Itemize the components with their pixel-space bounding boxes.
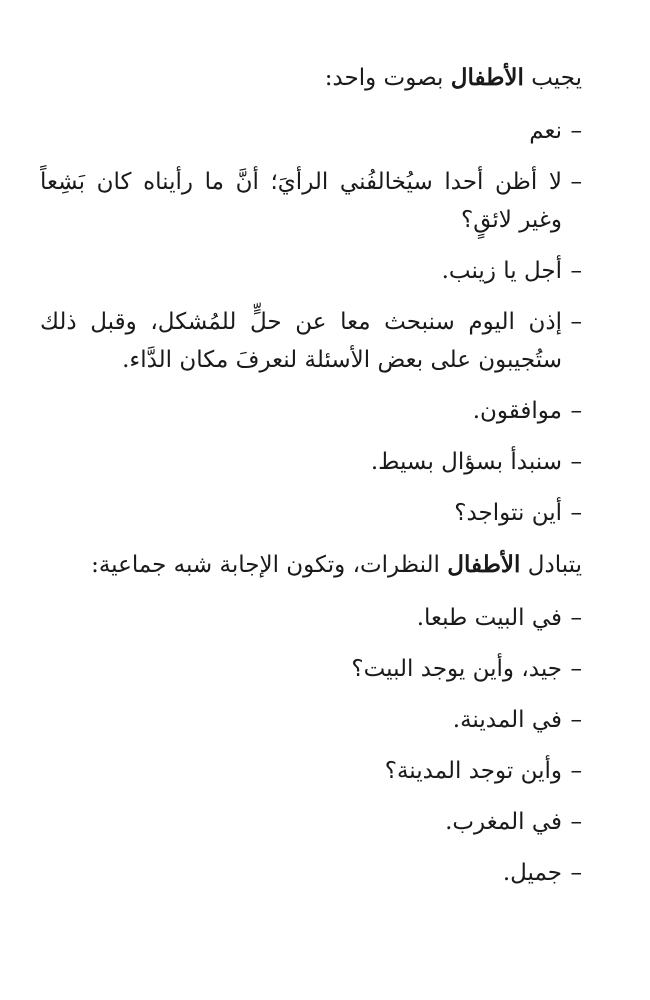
dialogue-text: في البيت طبعا. bbox=[416, 605, 562, 631]
dialogue-text: إذن اليوم سنبحث معا عن حلٍّ للمُشكل، وقبل ذلك ستُجيبون على بعض الأسئلة لنعرفَ مكان الدَّاء. bbox=[40, 309, 562, 373]
dialogue-dash: – bbox=[570, 398, 582, 424]
dialogue-text: في المدينة. bbox=[452, 707, 562, 733]
dialogue-text: سنبدأ بسؤال بسيط. bbox=[370, 449, 562, 475]
dialogue-dash: – bbox=[570, 707, 582, 733]
dialogue-text: أين نتواجد؟ bbox=[454, 500, 562, 526]
dialogue-text: لا أظن أحدا سيُخالفُني الرأيَ؛ أنَّ ما رأيناه كان بَشِعاً وغير لائقٍ؟ bbox=[40, 169, 562, 233]
dialogue-line bbox=[40, 157, 582, 246]
narration-bold-word: الأطفال bbox=[447, 551, 521, 578]
narration-paragraph bbox=[40, 539, 582, 591]
dialogue-line bbox=[40, 848, 582, 899]
dialogue-line bbox=[40, 437, 582, 488]
narration-suffix: النظرات، وتكون الإجابة شبه جماعية: bbox=[91, 552, 448, 578]
dialogue-dash: – bbox=[570, 169, 582, 195]
dialogue-dash: – bbox=[570, 500, 582, 526]
dialogue-dash: – bbox=[570, 809, 582, 835]
dialogue-line bbox=[40, 644, 582, 695]
dialogue-text: نعم bbox=[529, 118, 562, 144]
dialogue-dash: – bbox=[570, 258, 582, 284]
dialogue-line bbox=[40, 695, 582, 746]
dialogue-dash: – bbox=[570, 860, 582, 886]
dialogue-line bbox=[40, 746, 582, 797]
narration-prefix: يجيب bbox=[523, 65, 582, 91]
dialogue-line bbox=[40, 797, 582, 848]
narration-suffix: بصوت واحد: bbox=[324, 65, 451, 91]
dialogue-line bbox=[40, 297, 582, 386]
dialogue-line bbox=[40, 488, 582, 539]
narration-prefix: يتبادل bbox=[520, 552, 582, 578]
dialogue-line bbox=[40, 386, 582, 437]
dialogue-dash: – bbox=[570, 758, 582, 784]
dialogue-dash: – bbox=[570, 449, 582, 475]
dialogue-dash: – bbox=[570, 118, 582, 144]
dialogue-text: في المغرب. bbox=[445, 809, 562, 835]
narration-bold-word: الأطفال bbox=[450, 64, 524, 91]
dialogue-text: جميل. bbox=[502, 860, 562, 886]
dialogue-text: موافقون. bbox=[472, 398, 562, 424]
dialogue-dash: – bbox=[570, 656, 582, 682]
narration-paragraph bbox=[40, 52, 582, 104]
dialogue-text: وأين توجد المدينة؟ bbox=[384, 758, 562, 784]
dialogue-dash: – bbox=[570, 309, 582, 335]
dialogue-line bbox=[40, 593, 582, 644]
dialogue-text: أجل يا زينب. bbox=[441, 258, 562, 284]
dialogue-line bbox=[40, 246, 582, 297]
story-page bbox=[40, 52, 582, 899]
dialogue-text: جيد، وأين يوجد البيت؟ bbox=[351, 656, 562, 682]
dialogue-dash: – bbox=[570, 605, 582, 631]
dialogue-line bbox=[40, 106, 582, 157]
